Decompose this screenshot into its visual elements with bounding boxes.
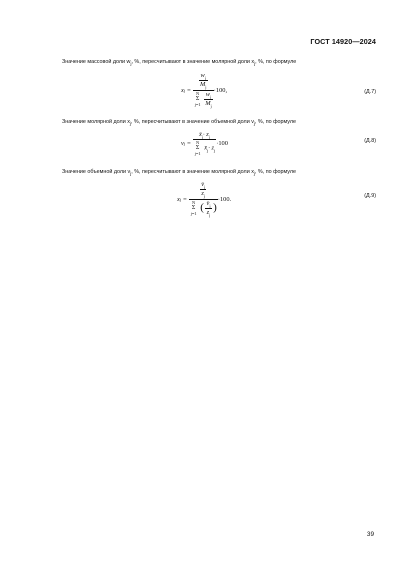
equation-number-d8: (Д.8) [364, 138, 376, 144]
formula-d8-fraction: $x̄_j\cdot z_j$ N Σ j=1 $x̄_j\cdot z_j$ [194, 131, 216, 157]
formula-d9: x j = $\frac{v̄_j}{z_j}$ N Σ j=1 ( $\frac{v̄_j}{z_j}$ ) ·100. [177, 181, 232, 218]
paragraph-molar-fraction: Значение молярной доли $x_j$, %, пересчитывают в значение объемной доли $v_j$, %, по формуле [62, 119, 297, 127]
equation-number-d9: (Д.9) [364, 193, 376, 199]
formula-d7-fraction: $\frac{w_j}{M_j}$ N Σ j=1 $\frac{w_j}{M_j}$ [194, 72, 212, 109]
formula-d9-fraction: $\frac{v̄_j}{z_j}$ N Σ j=1 ( $\frac{v̄_j}{z_j}$ ) [190, 181, 217, 218]
equation-number-d7: (Д.7) [364, 89, 376, 95]
paragraph-mass-fraction: Значение массовой доли $w_j$, %, пересчитывают в значение молярной доли $x_j$, %, по формуле [62, 59, 297, 67]
formula-d8: v j = $x̄_j\cdot z_j$ N Σ j=1 $x̄_j\cdot z_j$ ·100 [181, 131, 228, 157]
page-number: 39 [366, 531, 374, 538]
paragraph-volume-fraction: Значение объемной доли $v_j$, %, пересчитывают в значение молярной доли $x_j$, %, по формуле [62, 169, 297, 177]
standard-header: ГОСТ 14920—2024 [310, 37, 376, 46]
formula-d7: x j = $\frac{w_j}{M_j}$ N Σ j=1 $\frac{w_j}{M_j}$ ·100, [181, 72, 228, 109]
